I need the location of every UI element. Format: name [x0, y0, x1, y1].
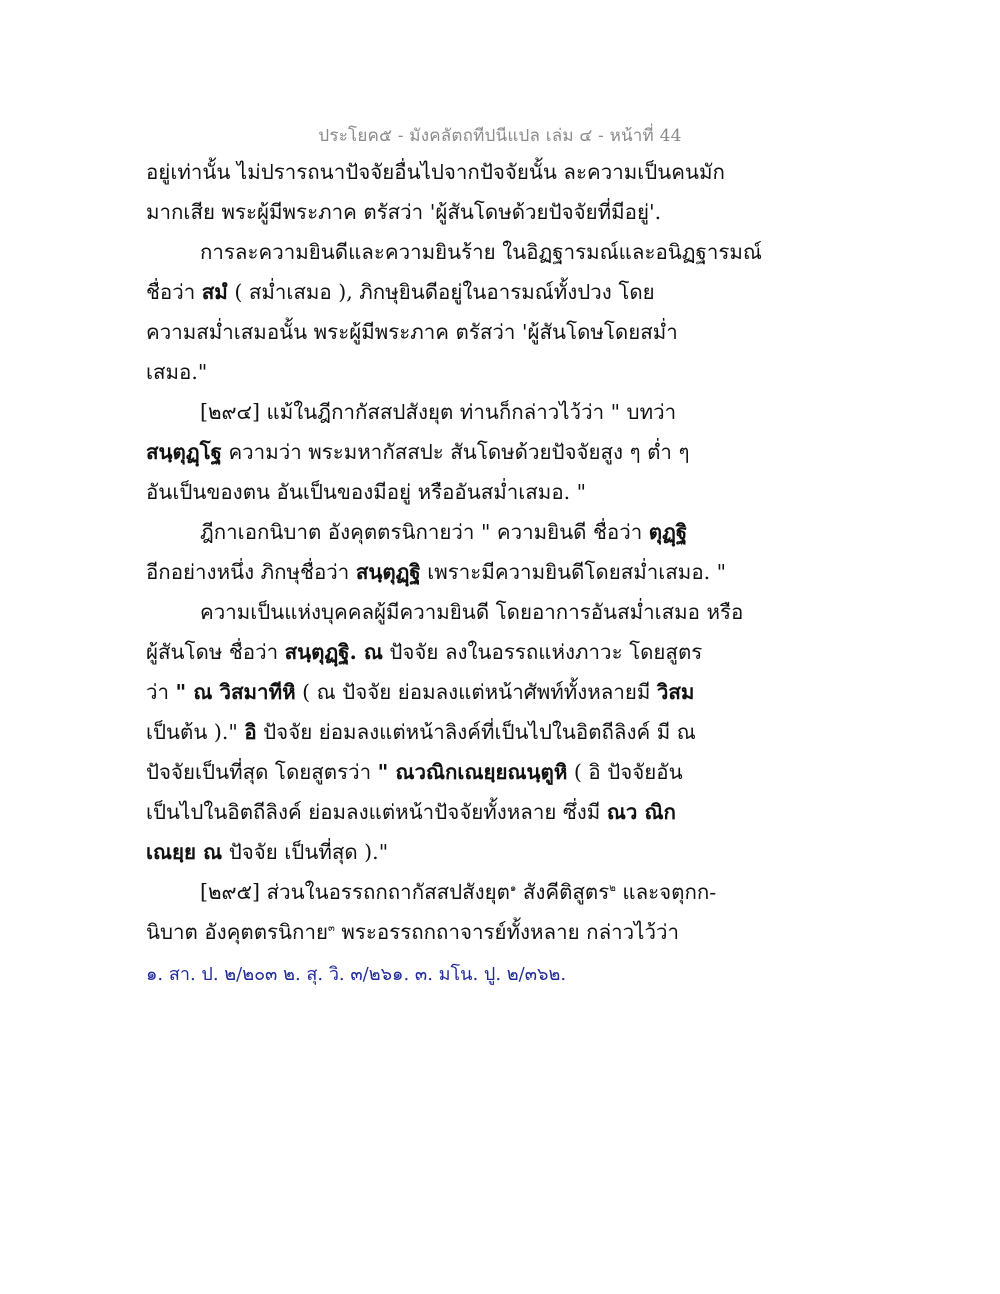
text-line: ความสม่ำเสมอนั้น พระผู้มีพระภาค ตรัสว่า 'ผู้สันโดษโดยสม่ำ — [146, 320, 678, 344]
bold-term: ตุฏฺฐิ — [648, 520, 688, 544]
bold-term: เณยฺย ณ — [146, 840, 223, 864]
footnote-ref: ๒ — [609, 883, 616, 895]
text-line: ชื่อว่า สมํ ( สม่ำเสมอ ), ภิกษุยินดีอยู่ในอารมณ์ทั้งปวง โดย — [146, 280, 655, 304]
text-line: มากเสีย พระผู้มีพระภาค ตรัสว่า 'ผู้สันโดษด้วยปัจจัยที่มีอยู่'. — [146, 200, 662, 224]
text-line: อีกอย่างหนึ่ง ภิกษุชื่อว่า สนฺตุฏฺฐิ เพราะมีความยินดีโดยสม่ำเสมอ. " — [146, 560, 727, 584]
paragraph-start: การละความยินดีและความยินร้าย ในอิฏฐารมณ์และอนิฏฐารมณ์ — [200, 240, 762, 264]
paragraph-start: ฎีกาเอกนิบาต อังคุตตรนิกายว่า " ความยินดี ชื่อว่า ตุฏฺฐิ — [200, 520, 688, 544]
footnote-ref: ๓ — [328, 923, 335, 935]
text-line: เป็นต้น )." อิ ปัจจัย ย่อมลงแต่หน้าลิงค์ที่เป็นไปในอิตถีลิงค์ มี ณ — [146, 720, 696, 744]
paragraph-start: ความเป็นแห่งบุคคลผู้มีความยินดี โดยอาการอันสม่ำเสมอ หรือ — [200, 600, 744, 624]
bold-term: " ณ วิสมาทีหิ — [175, 680, 296, 704]
text-line: เป็นไปในอิตถีลิงค์ ย่อมลงแต่หน้าปัจจัยทั้งหลาย ซึ่งมี ณว ณิก — [146, 800, 676, 824]
bold-term: อิ — [244, 720, 257, 744]
text-line: อันเป็นของตน อันเป็นของมีอยู่ หรืออันสม่ำเสมอ. " — [146, 480, 587, 504]
paragraph-start: [๒๙๔] แม้ในฎีกากัสสปสังยุต ท่านก็กล่าวไว้ว่า " บทว่า — [200, 400, 677, 424]
text-line: เสมอ." — [146, 360, 208, 384]
bold-term: " ณวณิกเณยฺยณนฺตูหิ — [377, 760, 568, 784]
text-line: อยู่เท่านั้น ไม่ปรารถนาปัจจัยอื่นไปจากปัจจัยนั้น ละความเป็นคนมัก — [146, 160, 725, 184]
text-line: สนฺตุฏฺโฐ ความว่า พระมหากัสสปะ สันโดษด้วยปัจจัยสูง ๆ ต่ำ ๆ — [146, 440, 690, 464]
text-line: ปัจจัยเป็นที่สุด โดยสูตรว่า " ณวณิกเณยฺยณนฺตูหิ ( อิ ปัจจัยอัน — [146, 760, 683, 784]
paragraph-start: [๒๙๕] ส่วนในอรรถกถากัสสปสังยุต$^๑$ สังคีติสูตร$^๒$ และจตุกก- — [200, 880, 717, 904]
bold-term: วิสม — [656, 680, 695, 704]
text-line: นิบาต อังคุตตรนิกาย$^๓$ พระอรรถกถาจารย์ทั้งหลาย กล่าวไว้ว่า — [146, 920, 679, 944]
bold-term: สนฺตุฏฺโฐ — [146, 440, 222, 464]
text-line: ผู้สันโดษ ชื่อว่า สนฺตุฏฺฐิ. ณ ปัจจัย ลงในอรรถแห่งภาวะ โดยสูตร — [146, 640, 703, 664]
bold-term: สนฺตุฏฺฐิ — [355, 560, 421, 584]
footnote-ref: ๑ — [510, 883, 517, 895]
page-header: ประโยค๕ - มังคลัตถทีปนีแปล เล่ม ๔ - หน้าที่ 44 — [318, 126, 682, 146]
bold-term: สมํ — [201, 280, 228, 304]
text-line: เณยฺย ณ ปัจจัย เป็นที่สุด )." — [146, 840, 389, 864]
bold-term: สนฺตุฏฺฐิ. ณ — [284, 640, 383, 664]
bold-term: ณว ณิก — [606, 800, 676, 824]
footnotes: ๑. สา. ป. ๒/๒๐๓ ๒. สุ. วิ. ๓/๒๖๑. ๓. มโน. ปู. ๒/๓๖๒. — [146, 964, 567, 985]
text-line: ว่า " ณ วิสมาทีหิ ( ณ ปัจจัย ย่อมลงแต่หน้าศัพท์ทั้งหลายมี วิสม — [146, 680, 695, 704]
